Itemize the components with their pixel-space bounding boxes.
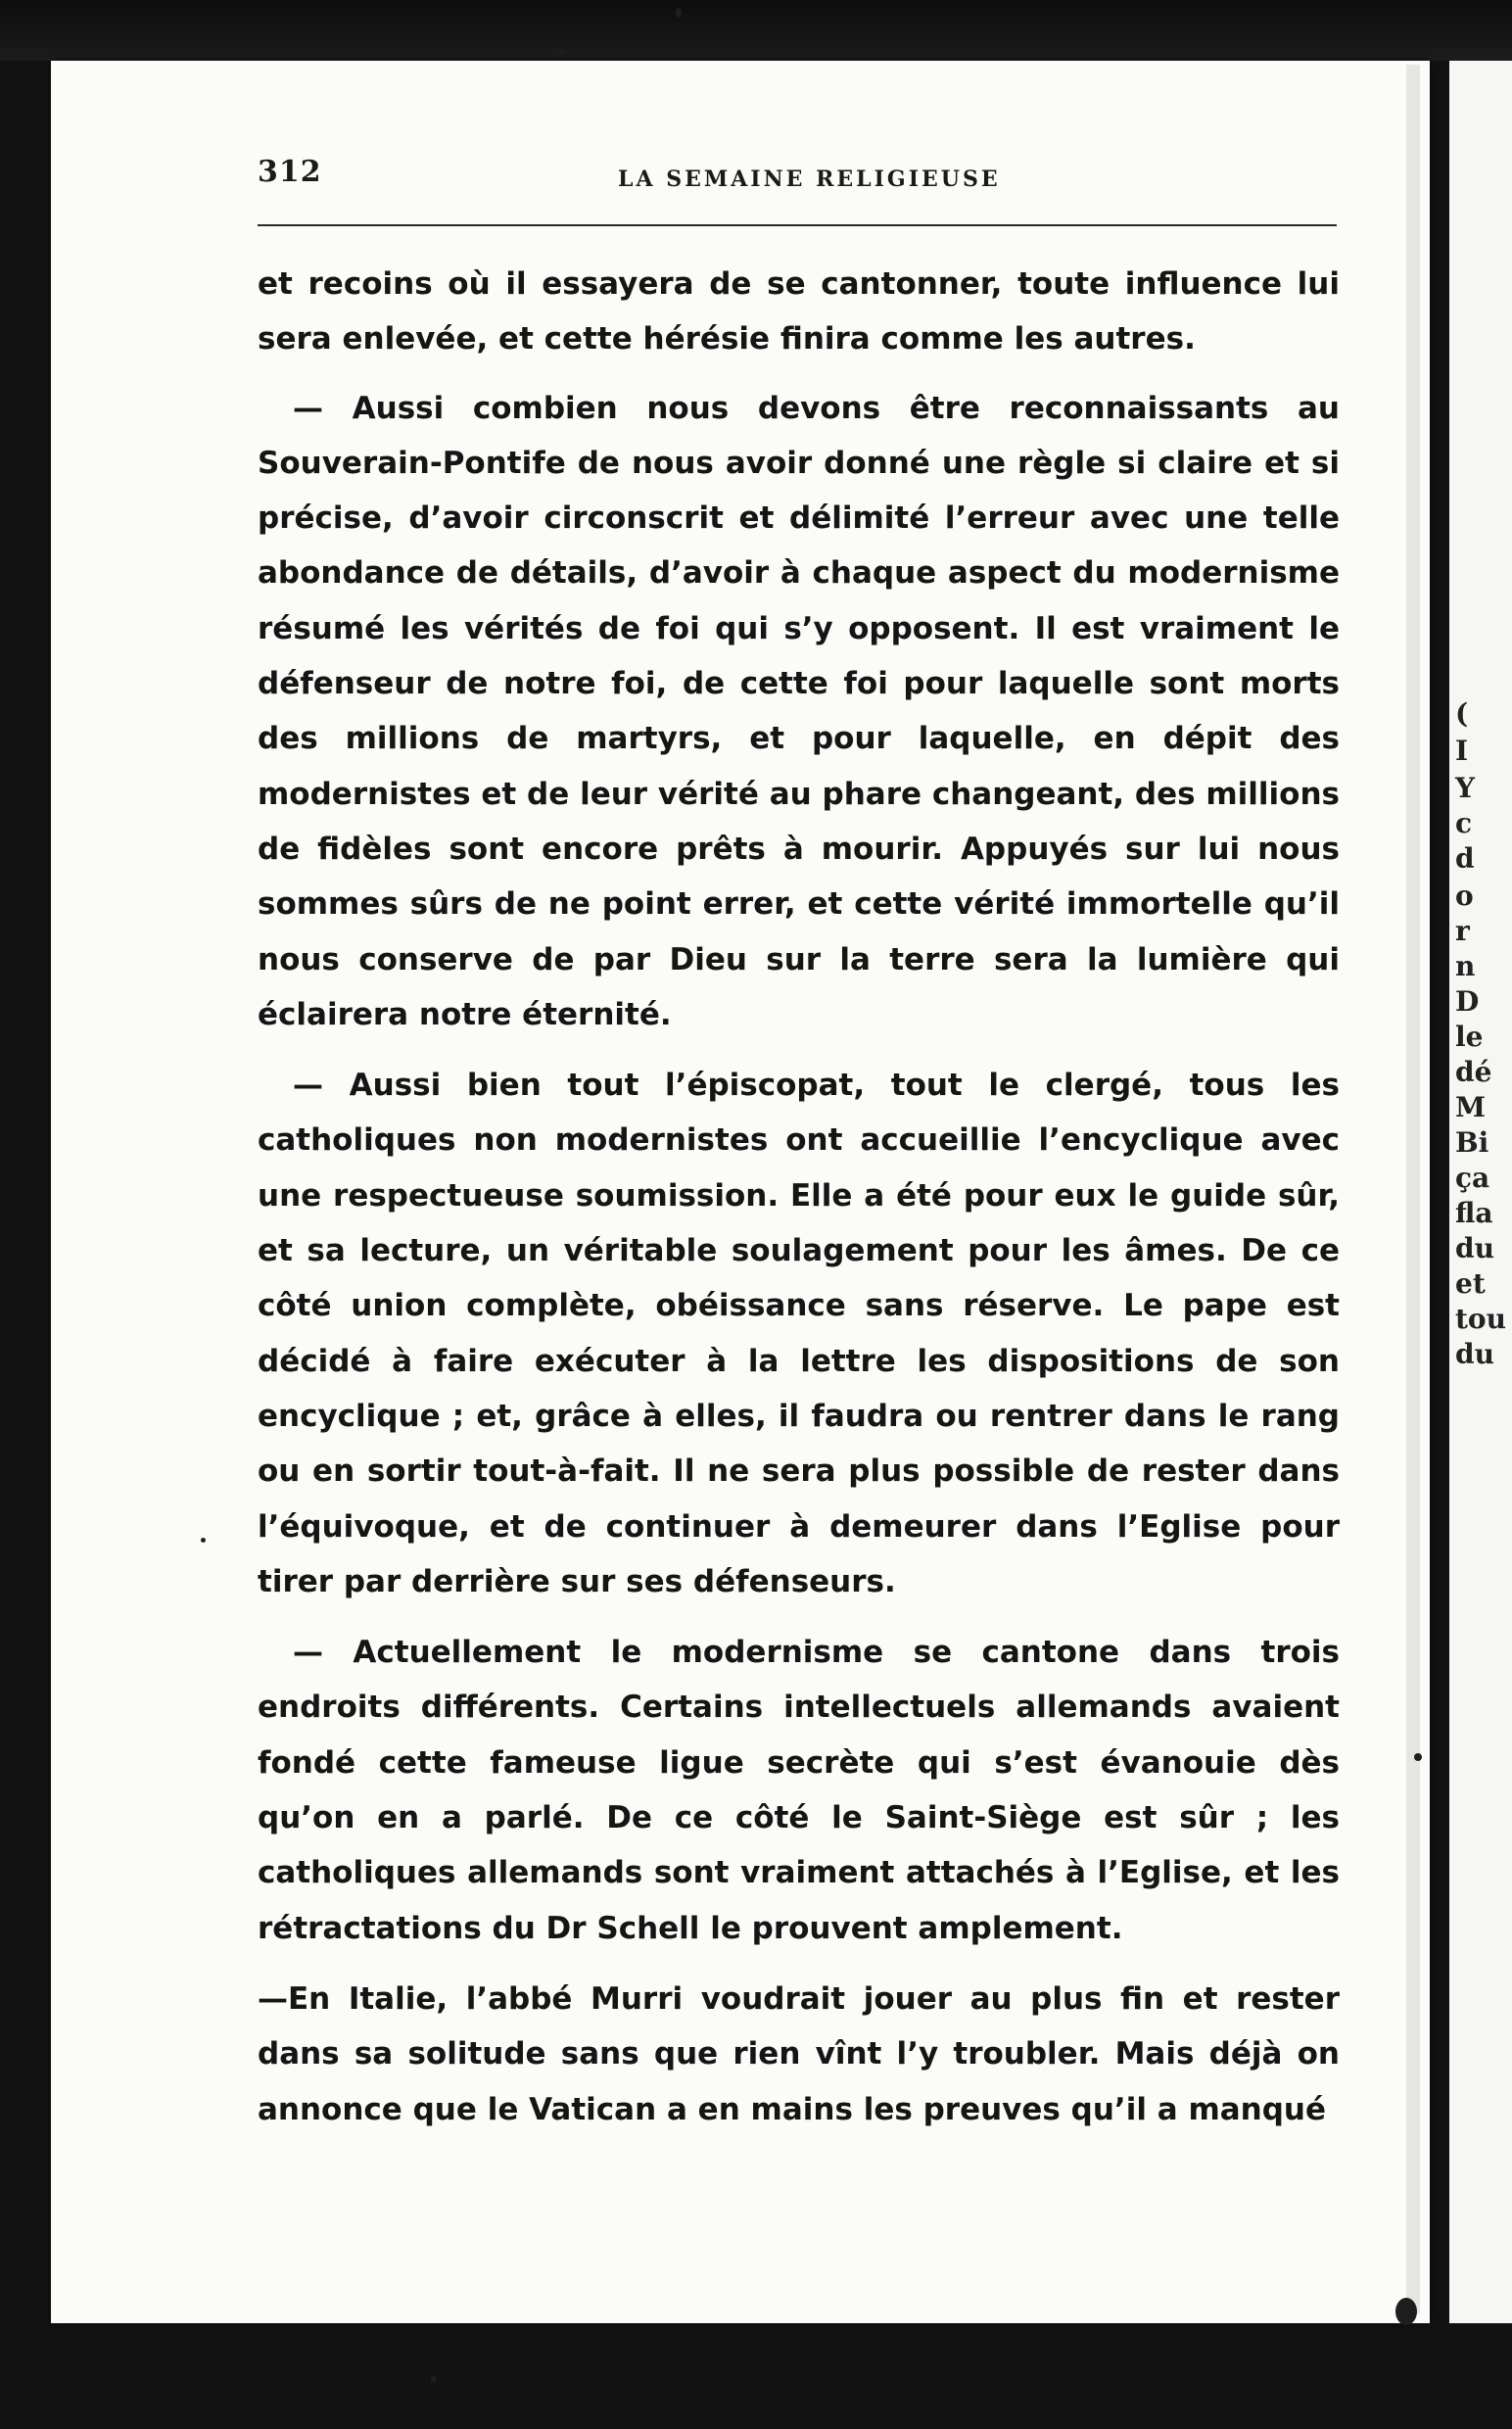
scan-border-top	[0, 0, 1512, 61]
running-title: LA SEMAINE RELIGIEUSE	[618, 167, 1001, 192]
adjacent-page-letter: n	[1455, 950, 1476, 982]
adjacent-page-letter: d	[1455, 842, 1475, 875]
adjacent-page-letter: D	[1455, 985, 1480, 1018]
article-body	[258, 257, 1340, 2153]
page-gutter-shadow	[1406, 65, 1420, 2313]
paragraph: — Aussi bien tout l’épiscopat, tout le clergé, tous les catholiques non modernistes ont accueillie l’encyclique avec une respectueuse soumission. Elle a été pour eux le guide sûr, et sa lecture, un véritable soulagement pour les âmes. De ce côté union complète, obéissance sans réserve. Le pape est décidé à faire exécuter à la lettre les dispositions de son encyclique ; et, grâce à elles, il faudra ou rentrer dans le rang ou en sortir tout-à-fait. Il ne sera plus possible de rester dans l’équivoque, et de continuer à demeurer dans l’Eglise pour tirer par derrière sur ses défenseurs.	[258, 1068, 1340, 1599]
paragraph: — Aussi combien nous devons être reconnaissants au Souverain-Pontife de nous avoir donné une règle si claire et si précise, d’avoir circonscrit et délimité l’erreur avec une telle abondance de détails, d’avoir à chaque aspect du modernisme résumé les vérités de foi qui s’y opposent. Il est vraiment le défenseur de notre foi, de cette foi pour laquelle sont morts des millions de martyrs, et pour laquelle, en dépit des modernistes et de leur vérité au phare changeant, des millions de fidèles sont encore prêts à mourir. Appuyés sur lui nous sommes sûrs de ne point errer, et cette vérité immortelle qu’il nous conserve de par Dieu sur la terre sera la lumière qui éclairera notre éternité.	[258, 390, 1340, 1032]
adjacent-page-letter: c	[1455, 807, 1473, 839]
scan-speck	[201, 1538, 206, 1543]
adjacent-page-fragment	[1449, 61, 1512, 2323]
adjacent-page-letter: o	[1455, 880, 1474, 912]
paragraph: — Actuellement le modernisme se cantone dans trois endroits différents. Certains intellectuels allemands avaient fondé cette fameuse ligue secrète qui s’est évanouie dès qu’on en a parlé. De ce côté le Saint-Siège est sûr ; les catholiques allemands sont vraiment attachés à l’Eglise, et les rétractations du Dr Schell le prouvent amplement.	[258, 1635, 1340, 1946]
running-head	[258, 155, 1335, 194]
adjacent-page-letter: ça	[1455, 1162, 1490, 1194]
scan-speck	[431, 2375, 437, 2383]
adjacent-page-letter: tou	[1455, 1303, 1506, 1335]
adjacent-page-letter: Bi	[1455, 1126, 1489, 1159]
adjacent-page-letter: r	[1455, 915, 1470, 947]
adjacent-page-letter: et	[1455, 1267, 1486, 1300]
adjacent-page-letter: dé	[1455, 1056, 1492, 1088]
paragraph: et recoins où il essayera de se cantonner, toute influence lui sera enlevée, et cette hérésie finira comme les autres.	[258, 266, 1340, 357]
scan-blot	[1395, 2298, 1417, 2325]
adjacent-page-letter: M	[1455, 1091, 1486, 1123]
header-rule	[258, 224, 1337, 226]
adjacent-page-letter: Y	[1455, 772, 1475, 804]
page-number: 312	[258, 155, 322, 189]
adjacent-page-letter: du	[1455, 1338, 1494, 1370]
adjacent-page-letter: le	[1455, 1021, 1484, 1053]
paragraph: —En Italie, l’abbé Murri voudrait jouer au plus fin et rester dans sa solitude sans que rien vînt l’y troubler. Mais déjà on annonce que le Vatican a en mains les preuves qu’il a manqué	[258, 1980, 1340, 2127]
adjacent-page-letter: (	[1455, 697, 1469, 730]
adjacent-page-letter: fla	[1455, 1197, 1493, 1229]
scan-speck	[1414, 1753, 1422, 1761]
adjacent-page-letter: du	[1455, 1232, 1494, 1264]
scan-speck	[558, 49, 566, 55]
adjacent-page-letter: I	[1455, 735, 1469, 767]
scan-speck	[676, 8, 682, 18]
